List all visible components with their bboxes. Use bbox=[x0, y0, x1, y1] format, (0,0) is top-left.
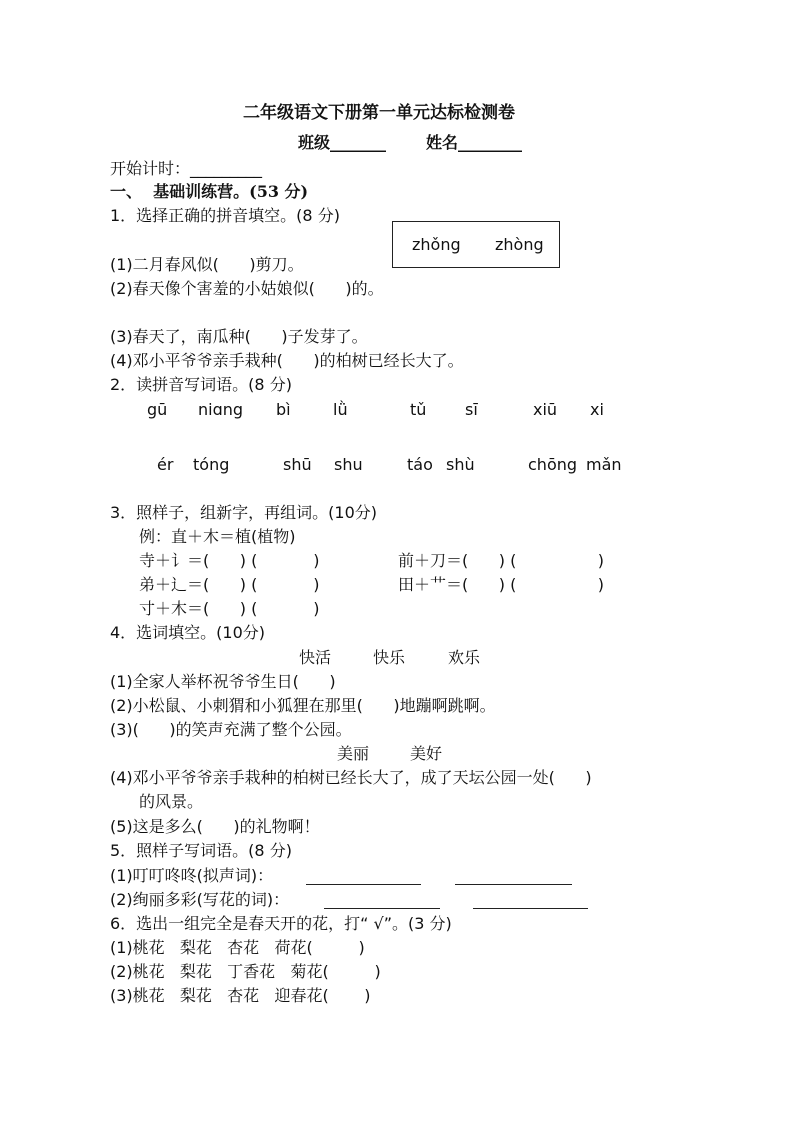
q4-item: (1)全家人举杯祝爷爷生日( ) bbox=[110, 672, 336, 691]
pinyin-word: xiū bbox=[533, 400, 558, 419]
word-choice: 快乐 bbox=[373, 648, 406, 667]
pinyin-option: zhǒng bbox=[412, 235, 461, 254]
pinyin-word: tǔ bbox=[410, 400, 427, 419]
section-heading: 一、 基础训练营。(53 分) bbox=[110, 182, 309, 201]
pinyin-word: shū bbox=[283, 455, 312, 474]
answer-blank bbox=[324, 908, 440, 909]
q1-item: (2)春天像个害羞的小姑娘似( )的。 bbox=[110, 279, 384, 298]
q5-item: (1)叮叮咚咚(拟声词)： bbox=[110, 866, 274, 885]
q4-item-continued: 的风景。 bbox=[139, 792, 204, 811]
q6-item: (2)桃花 梨花 丁香花 菊花( ) bbox=[110, 962, 381, 981]
pinyin-word: gū bbox=[147, 400, 168, 419]
q6-title: 6．选出一组完全是春天开的花，打“ √”。(3 分) bbox=[110, 914, 452, 933]
q1-title: 1．选择正确的拼音填空。(8 分) bbox=[110, 206, 340, 225]
pinyin-word: mǎn bbox=[586, 455, 622, 474]
pinyin-word: tóng bbox=[193, 455, 230, 474]
pinyin-option: zhòng bbox=[495, 235, 544, 254]
q4-item: (3)( )的笑声充满了整个公园。 bbox=[110, 720, 352, 739]
word-choice: 快活 bbox=[299, 648, 332, 667]
answer-blank bbox=[306, 884, 421, 885]
start-time-label: 开始计时：_________ bbox=[110, 159, 263, 178]
q3-item: 寸＋木＝( ) ( ) bbox=[139, 599, 320, 618]
pinyin-word: ér bbox=[157, 455, 174, 474]
q3-item: 前＋刀＝( ) ( ) bbox=[398, 551, 604, 570]
word-choice: 美好 bbox=[410, 744, 443, 763]
pinyin-word: shu bbox=[334, 455, 363, 474]
q4-item: (5)这是多么( )的礼物啊！ bbox=[110, 817, 320, 836]
page-title: 二年级语文下册第一单元达标检测卷 bbox=[243, 103, 515, 123]
q3-item: 田＋艹＝( ) ( ) bbox=[398, 575, 604, 594]
q1-item: (4)邓小平爷爷亲手栽种( )的柏树已经长大了。 bbox=[110, 351, 464, 370]
q5-title: 5．照样子写词语。(8 分) bbox=[110, 841, 292, 860]
q2-title: 2．读拼音写词语。(8 分) bbox=[110, 375, 292, 394]
q1-item: (3)春天了，南瓜种( )子发芽了。 bbox=[110, 327, 368, 346]
pinyin-word: niɑng bbox=[198, 400, 244, 419]
word-choice: 美丽 bbox=[337, 744, 370, 763]
pinyin-word: sī bbox=[465, 400, 478, 419]
q4-item: (2)小松鼠、小刺猬和小狐狸在那里( )地蹦啊跳啊。 bbox=[110, 696, 496, 715]
q1-item: (1)二月春风似( )剪刀。 bbox=[110, 255, 304, 274]
q6-item: (1)桃花 梨花 杏花 荷花( ) bbox=[110, 938, 365, 957]
pinyin-word: xi bbox=[590, 400, 604, 419]
q3-item: 弟＋辶＝( ) ( ) bbox=[139, 575, 320, 594]
q6-item: (3)桃花 梨花 杏花 迎春花( ) bbox=[110, 986, 371, 1005]
pinyin-option-box bbox=[392, 221, 560, 268]
q4-title: 4．选词填空。(10分) bbox=[110, 623, 266, 642]
q5-item: (2)绚丽多彩(写花的词)： bbox=[110, 890, 290, 909]
pinyin-word: lǜ bbox=[333, 400, 348, 419]
word-choice: 欢乐 bbox=[448, 648, 481, 667]
pinyin-word: shù bbox=[446, 455, 475, 474]
pinyin-word: bì bbox=[276, 400, 291, 419]
q3-example: 例：直＋木＝植(植物) bbox=[139, 527, 296, 546]
q3-title: 3．照样子，组新字，再组词。(10分) bbox=[110, 503, 378, 522]
q3-item: 寺＋讠＝( ) ( ) bbox=[139, 551, 320, 570]
class-label: 班级_______ bbox=[298, 133, 387, 152]
pinyin-word: táo bbox=[407, 455, 433, 474]
answer-blank bbox=[455, 884, 572, 885]
pinyin-word: chōng bbox=[528, 455, 578, 474]
name-label: 姓名________ bbox=[426, 133, 523, 152]
answer-blank bbox=[473, 908, 588, 909]
q4-item: (4)邓小平爷爷亲手栽种的柏树已经长大了，成了天坛公园一处( ) bbox=[110, 768, 592, 787]
